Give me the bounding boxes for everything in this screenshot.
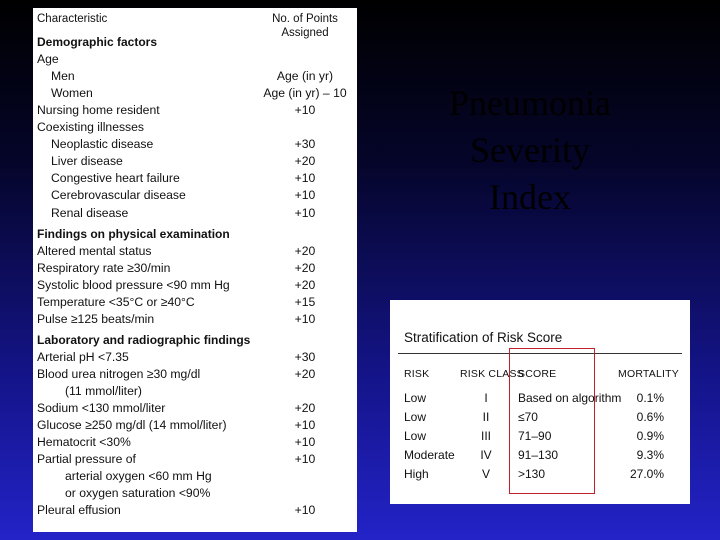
risk-cell-risk: Low [404,410,427,424]
characteristic-label: Hematocrit <30% [37,435,131,450]
points-value: +20 [294,277,316,292]
risk-cell-mortality: 0.6% [636,410,664,424]
points-value: +15 [294,294,316,309]
risk-cell-mortality: 9.3% [636,448,664,462]
characteristic-row [33,311,357,328]
characteristic-label: Liver disease [51,154,123,169]
psi-points-table [33,8,357,532]
points-value: +10 [294,311,316,326]
characteristic-label: Blood urea nitrogen ≥30 mg/dl [37,366,201,381]
risk-cell-score: >130 [518,467,546,481]
characteristic-row [33,485,357,502]
risk-cell-risk: Low [404,429,427,443]
risk-header-2: SCORE [518,368,557,380]
characteristic-row [33,136,357,153]
points-value: +20 [294,366,316,381]
points-header-line-1: No. of Points [272,13,338,25]
characteristic-label: Partial pressure of [37,452,136,467]
characteristic-row [33,434,357,451]
characteristic-row [33,170,357,187]
risk-table-title: Stratification of Risk Score [404,330,563,345]
risk-cell-score: ≤70 [518,410,538,424]
points-value: +10 [294,205,316,220]
points-value: Age (in yr) [276,69,334,84]
characteristic-label: Glucose ≥250 mg/dl (14 mmol/liter) [37,418,227,433]
characteristic-row [33,243,357,260]
points-value: +10 [294,103,316,118]
risk-cell-class: I [484,391,488,405]
characteristic-row [33,85,357,102]
risk-cell-class: V [481,467,490,481]
characteristic-label: Temperature <35°C or ≥40°C [37,294,195,309]
characteristic-row [33,383,357,400]
risk-header-0: RISK [404,368,430,380]
characteristic-header: Characteristic [37,13,108,25]
characteristic-row [33,417,357,434]
risk-cell-risk: High [404,467,429,481]
points-value: +10 [294,188,316,203]
characteristic-row [33,277,357,294]
characteristic-label: Congestive heart failure [51,171,180,186]
points-value: +10 [294,171,316,186]
characteristic-row [33,119,357,136]
title-line-2: Severity [470,130,590,170]
points-value: Age (in yr) – 10 [263,86,347,101]
characteristic-label: Cerebrovascular disease [51,188,186,203]
characteristic-label: (11 mmol/liter) [65,384,142,398]
characteristic-row [33,451,357,468]
points-value: +20 [294,154,316,169]
characteristic-row [33,68,357,85]
characteristic-row [33,468,357,485]
characteristic-row [33,102,357,119]
points-value: +10 [294,452,316,467]
characteristic-label: Demographic factors [37,35,158,49]
points-value: +20 [294,260,316,275]
characteristic-row [33,260,357,277]
risk-cell-mortality: 27.0% [629,467,664,481]
risk-cell-risk: Low [404,391,427,405]
title-line-1: Pneumonia [449,83,611,123]
characteristic-label: Men [51,69,75,84]
section-heading [33,226,357,243]
characteristic-row [33,294,357,311]
risk-cell-score: 91–130 [518,448,559,462]
points-value: +10 [294,418,316,433]
characteristic-row [33,502,357,519]
points-value: +10 [294,435,316,450]
characteristic-label: Sodium <130 mmol/liter [37,401,166,416]
characteristic-label: Renal disease [51,205,129,220]
risk-cell-mortality: 0.9% [636,429,664,443]
characteristic-label: Women [51,86,93,101]
characteristic-label: Findings on physical examination [37,226,230,241]
characteristic-row [33,51,357,68]
title-line-3: Index [489,177,571,217]
characteristic-row [33,205,357,222]
characteristic-label: Laboratory and radiographic findings [37,332,251,347]
characteristic-row [33,366,357,383]
points-value: +30 [294,349,316,364]
risk-cell-class: IV [480,448,492,462]
points-value: +30 [294,137,316,152]
page-title [400,80,660,221]
characteristic-label: Nursing home resident [37,103,160,118]
characteristic-label: Age [37,52,59,67]
points-value: +10 [294,503,316,518]
characteristic-label: Arterial pH <7.35 [37,349,129,364]
risk-cell-score: 71–90 [518,429,552,443]
characteristic-label: Respiratory rate ≥30/min [37,260,171,275]
section-heading [33,34,357,51]
section-heading [33,332,357,349]
risk-header-1: RISK CLASS [460,368,524,380]
risk-header-3: MORTALITY [618,368,679,380]
characteristic-label: Neoplastic disease [51,137,154,152]
risk-cell-class: II [482,410,490,424]
characteristic-label: Altered mental status [37,243,152,258]
characteristic-label: Pulse ≥125 beats/min [37,311,155,326]
points-header-line-2: Assigned [281,27,329,39]
risk-cell-score: Based on algorithm [518,391,622,405]
risk-stratification-table [390,300,690,504]
points-value: +20 [294,243,316,258]
characteristic-label: Coexisting illnesses [37,120,145,135]
characteristic-label: or oxygen saturation <90% [65,486,211,501]
risk-cell-class: III [480,429,491,443]
characteristic-label: Pleural effusion [37,503,121,518]
points-value: +20 [294,401,316,416]
characteristic-row [33,187,357,204]
characteristic-row [33,400,357,417]
risk-cell-risk: Moderate [404,448,455,462]
characteristic-row [33,153,357,170]
characteristic-row [33,349,357,366]
characteristic-label: Systolic blood pressure <90 mm Hg [37,277,230,292]
risk-cell-mortality: 0.1% [636,391,664,405]
characteristic-label: arterial oxygen <60 mm Hg [65,469,212,484]
